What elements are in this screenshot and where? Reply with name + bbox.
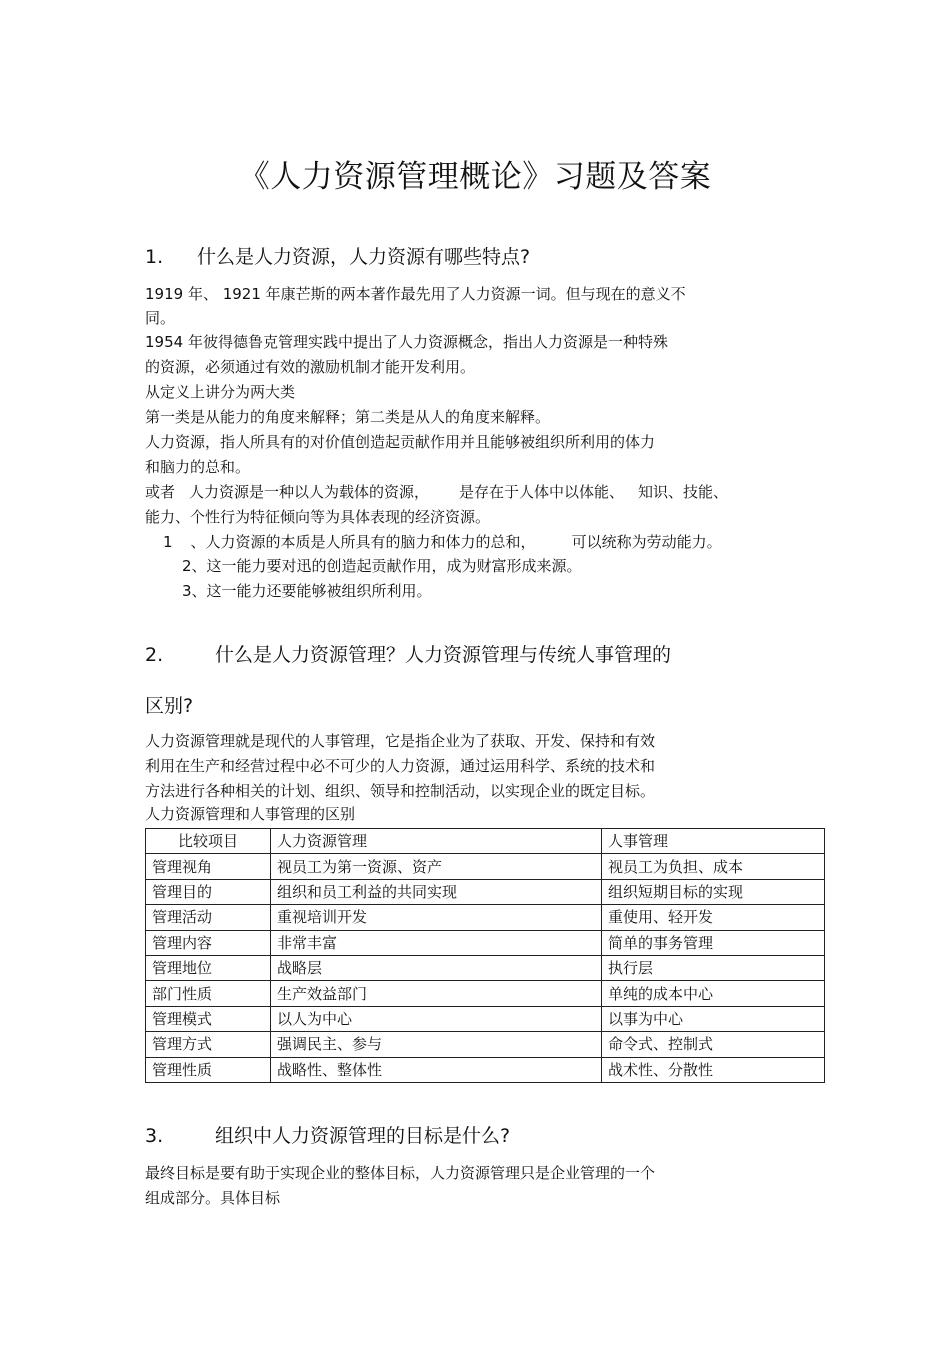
table-cell: 重使用、轻开发 <box>602 905 825 930</box>
table-cell: 单纯的成本中心 <box>602 981 825 1006</box>
paragraph-line: 组成部分。具体目标 <box>145 1189 281 1207</box>
table-cell: 管理内容 <box>146 930 271 955</box>
paragraph-line: 1954 年彼得德鲁克管理实践中提出了人力资源概念，指出人力资源是一种特殊 <box>145 333 668 351</box>
paragraph-line: 最终目标是要有助于实现企业的整体目标，人力资源管理只是企业管理的一个 <box>145 1164 656 1182</box>
comparison-table <box>145 828 825 1083</box>
paragraph-line: 人力资源，指人所具有的对价值创造起贡献作用并且能够被组织所利用的体力 <box>145 433 656 451</box>
section-1-number: 1. <box>145 246 164 268</box>
text-fragment: 是存在于人体中以体能、 <box>459 483 625 501</box>
table-cell: 战略层 <box>271 955 602 980</box>
table-cell: 视员工为负担、成本 <box>602 854 825 879</box>
table-row <box>146 930 825 955</box>
table-cell: 视员工为第一资源、资产 <box>271 854 602 879</box>
section-1-heading <box>145 243 530 271</box>
table-row <box>146 981 825 1006</box>
table-header-cell: 人力资源管理 <box>271 829 602 854</box>
list-number: 1 <box>163 533 173 551</box>
section-2-heading-text: 什么是人力资源管理？人力资源管理与传统人事管理的 <box>215 644 672 666</box>
paragraph-line: 人力资源管理就是现代的人事管理，它是指企业为了获取、开发、保持和有效 <box>145 732 656 750</box>
table-cell: 管理目的 <box>146 879 271 904</box>
table-cell: 管理视角 <box>146 854 271 879</box>
text-fragment: 可以统称为劳动能力。 <box>571 533 722 551</box>
section-2-heading <box>145 641 671 669</box>
table-cell: 战术性、分散性 <box>602 1057 825 1082</box>
table-cell: 以人为中心 <box>271 1006 602 1031</box>
text-fragment: 知识、技能、 <box>638 483 729 501</box>
paragraph-line: 同。 <box>145 309 176 327</box>
table-cell: 非常丰富 <box>271 930 602 955</box>
table-cell: 管理活动 <box>146 905 271 930</box>
table-row <box>146 854 825 879</box>
table-header-cell: 人事管理 <box>602 829 825 854</box>
table-cell: 组织短期目标的实现 <box>602 879 825 904</box>
table-caption: 人力资源管理和人事管理的区别 <box>145 805 356 823</box>
table-cell: 部门性质 <box>146 981 271 1006</box>
section-3-heading-text: 组织中人力资源管理的目标是什么? <box>215 1125 511 1147</box>
section-2-number: 2. <box>145 644 164 666</box>
table-cell: 重视培训开发 <box>271 905 602 930</box>
table-cell: 管理模式 <box>146 1006 271 1031</box>
table-cell: 命令式、控制式 <box>602 1032 825 1057</box>
document-title: 《人力资源管理概论》习题及答案 <box>238 159 712 195</box>
paragraph-line-alt-definition <box>145 480 728 504</box>
paragraph-line: 第一类是从能力的角度来解释；第二类是从人的角度来解释。 <box>145 408 551 426</box>
table-cell: 组织和员工利益的共同实现 <box>271 879 602 904</box>
paragraph-line: 的资源，必须通过有效的激励机制才能开发利用。 <box>145 358 476 376</box>
table-cell: 管理地位 <box>146 955 271 980</box>
table-cell: 生产效益部门 <box>271 981 602 1006</box>
list-item-2: 2、这一能力要对迅的创造起贡献作用，成为财富形成来源。 <box>182 557 582 575</box>
section-3-heading <box>145 1122 510 1150</box>
section-2-heading-continued: 区别? <box>145 695 194 717</box>
text-fragment: 、人力资源的本质是人所具有的脑力和体力的总和， <box>190 533 536 551</box>
table-row <box>146 1006 825 1031</box>
paragraph-line: 能力、个性行为特征倾向等为具体表现的经济资源。 <box>145 508 491 526</box>
table-row <box>146 955 825 980</box>
table-header-cell: 比较项目 <box>146 829 271 854</box>
table-cell: 简单的事务管理 <box>602 930 825 955</box>
text-fragment: 或者 <box>145 483 176 501</box>
table-cell: 以事为中心 <box>602 1006 825 1031</box>
table-header-row <box>146 829 825 854</box>
table-cell: 强调民主、参与 <box>271 1032 602 1057</box>
table-cell: 战略性、整体性 <box>271 1057 602 1082</box>
section-3-number: 3. <box>145 1125 164 1147</box>
table-row <box>146 905 825 930</box>
table-row <box>146 879 825 904</box>
paragraph-line: 1919 年、 1921 年康芒斯的两本著作最先用了人力资源一词。但与现在的意义不 <box>145 285 686 303</box>
text-fragment: 人力资源是一种以人为载体的资源， <box>189 483 430 501</box>
list-item-3: 3、这一能力还要能够被组织所利用。 <box>182 582 432 600</box>
table-cell: 执行层 <box>602 955 825 980</box>
list-item-1 <box>163 530 722 554</box>
paragraph-line: 从定义上讲分为两大类 <box>145 383 296 401</box>
table-cell: 管理方式 <box>146 1032 271 1057</box>
paragraph-line: 和脑力的总和。 <box>145 458 251 476</box>
table-row <box>146 1057 825 1082</box>
table-row <box>146 1032 825 1057</box>
paragraph-line: 方法进行各种相关的计划、组织、领导和控制活动，以实现企业的既定目标。 <box>145 782 656 800</box>
section-1-heading-text: 什么是人力资源，人力资源有哪些特点? <box>197 246 531 268</box>
paragraph-line: 利用在生产和经营过程中必不可少的人力资源，通过运用科学、系统的技术和 <box>145 757 656 775</box>
table-cell: 管理性质 <box>146 1057 271 1082</box>
